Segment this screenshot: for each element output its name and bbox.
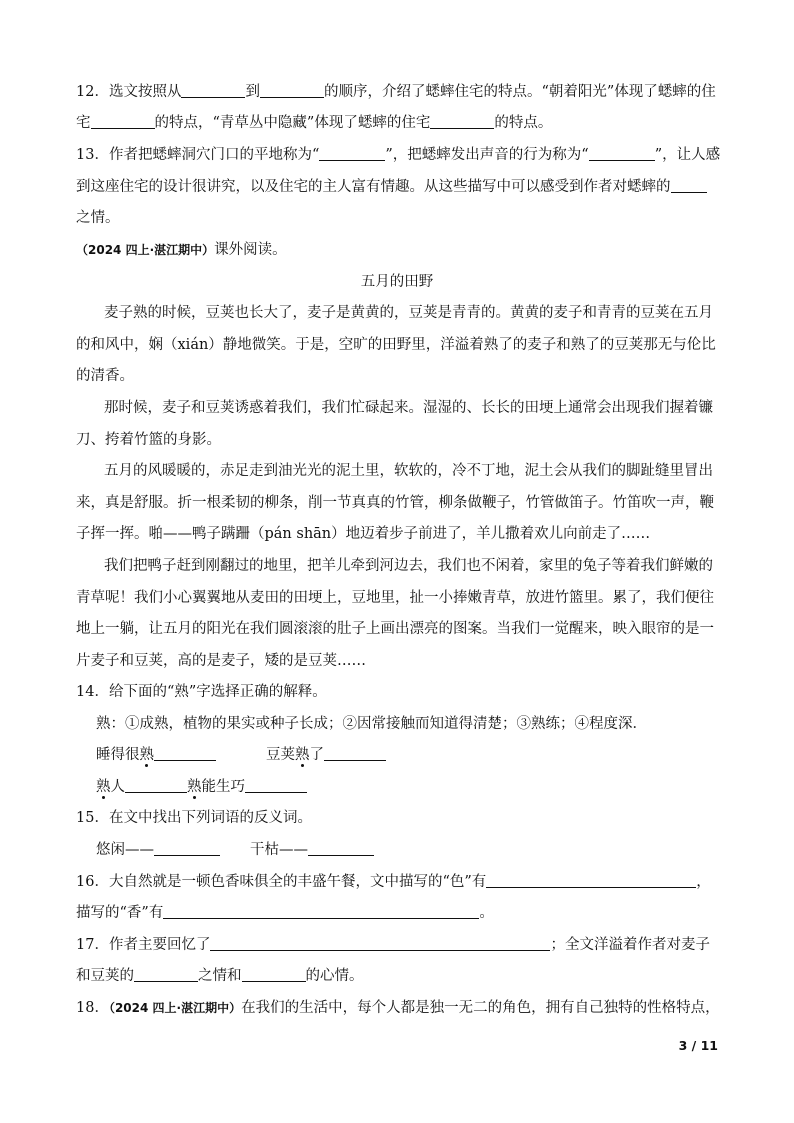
answer-blank[interactable] bbox=[125, 778, 187, 793]
passage-line: 的清香。 bbox=[76, 368, 134, 384]
q14-dotted-char: 熟 bbox=[139, 747, 154, 763]
passage-line: 麦子熟的时候，豆荚也长大了，麦子是黄黄的，豆荚是青青的。黄黄的麦子和青青的豆荚在五月 bbox=[104, 305, 713, 321]
q17-text: 的心情。 bbox=[305, 968, 364, 984]
q13-text: 到这座住宅的设计很讲究，以及住宅的主人富有情趣。从这些描写中可以感受到作者对蟋蟀的 bbox=[76, 179, 671, 195]
question-17-line-2 bbox=[76, 966, 726, 986]
q14-item-text: 能生巧 bbox=[201, 779, 245, 795]
answer-blank[interactable] bbox=[671, 178, 707, 193]
question-13-line-2 bbox=[76, 177, 726, 197]
q14-dotted-char: 熟 bbox=[295, 747, 310, 763]
answer-blank[interactable] bbox=[260, 83, 324, 98]
question-14-items-row-2 bbox=[96, 777, 746, 797]
q18-number: 18． bbox=[76, 1000, 109, 1016]
question-14-items-row-1 bbox=[96, 745, 746, 765]
answer-blank[interactable] bbox=[210, 936, 550, 951]
passage-line: 那时候，麦子和豆荚诱惑着我们，我们忙碌起来。湿湿的、长长的田埂上通常会出现我们握着镰 bbox=[104, 400, 713, 416]
passage-line: 子挥一挥。啪——鸭子蹒跚（pán shān）地迈着步子前进了，羊儿撒着欢儿向前走了…… bbox=[76, 526, 651, 542]
question-17-line-1 bbox=[76, 935, 726, 955]
q12-text: 宅 bbox=[76, 115, 91, 131]
answer-blank[interactable] bbox=[181, 83, 245, 98]
question-14-options: 熟：①成熟，植物的果实或种子长成；②因常接触而知道得清楚；③熟练；④程度深． bbox=[96, 716, 647, 732]
passage-line: 我们把鸭子赶到刚翻过的地里，把羊儿牵到河边去，我们也不闲着，家里的兔子等着我们鲜嫩的 bbox=[104, 558, 713, 574]
source-tag: （2024 四上·湛江期中） bbox=[108, 1001, 242, 1015]
q12-text: 的特点。 bbox=[494, 115, 553, 131]
q13-text: 13．作者把蟋蟀洞穴门口的平地称为“ bbox=[76, 147, 320, 163]
answer-blank[interactable] bbox=[430, 114, 494, 129]
passage-line: 刀、挎着竹篮的身影。 bbox=[76, 432, 221, 448]
passage-line: 五月的风暖暖的，赤足走到油光光的泥土里，软软的，冷不丁地，泥土会从我们的脚趾缝里冒出 bbox=[104, 463, 713, 479]
q13-text: ”，让人感 bbox=[654, 147, 721, 163]
passage-line: 青草呢！我们小心翼翼地从麦田的田埂上，豆地里，扯一小捧嫩青草，放进竹篮里。累了，我们便往 bbox=[76, 590, 714, 606]
q12-text: 12．选文按照从 bbox=[76, 84, 182, 100]
q12-text: 到 bbox=[245, 84, 260, 100]
question-13-line-3 bbox=[76, 208, 726, 228]
answer-blank[interactable] bbox=[589, 146, 655, 161]
passage-line: 来，真是舒服。折一根柔韧的柳条，削一节真真的竹管，柳条做鞭子，竹管做笛子。竹笛吹一声，鞭 bbox=[76, 495, 714, 511]
question-13-line-1 bbox=[76, 145, 726, 165]
question-16-line-2 bbox=[76, 903, 726, 923]
q15-word: 干枯—— bbox=[250, 842, 308, 858]
answer-blank[interactable] bbox=[163, 904, 479, 919]
q14-item-text: 人 bbox=[110, 779, 125, 795]
q16-text: 描写的“香”有 bbox=[76, 905, 164, 921]
q17-text: 和豆荚的 bbox=[76, 968, 134, 984]
q14-item-text: 睡得很 bbox=[96, 747, 140, 763]
q14-item-text: 豆荚 bbox=[266, 747, 295, 763]
q16-text: 。 bbox=[479, 905, 494, 921]
q14-dotted-char: 熟 bbox=[187, 779, 202, 795]
answer-blank[interactable] bbox=[486, 873, 696, 888]
question-12-line-2 bbox=[76, 113, 726, 133]
q16-text: 16．大自然就是一顿色香味俱全的丰盛午餐，文中描写的“色”有 bbox=[76, 874, 487, 890]
answer-blank[interactable] bbox=[319, 146, 385, 161]
q14-dotted-char: 熟 bbox=[96, 779, 111, 795]
answer-blank[interactable] bbox=[242, 967, 306, 982]
passage-line: 地上一躺，让五月的阳光在我们圆滚滚的肚子上画出漂亮的图案。当我们一觉醒来，映入眼帘的是一 bbox=[76, 621, 714, 637]
q14-item-text: 了 bbox=[309, 747, 324, 763]
question-16-line-1 bbox=[76, 872, 726, 892]
answer-blank[interactable] bbox=[245, 778, 307, 793]
question-15-stem: 15．在文中找出下列词语的反义词。 bbox=[76, 810, 312, 826]
q17-text: 17．作者主要回忆了 bbox=[76, 937, 211, 953]
q17-text: ；全文洋溢着作者对麦子 bbox=[550, 937, 710, 953]
passage-title: 五月的田野 bbox=[360, 274, 434, 290]
q15-word: 悠闲—— bbox=[96, 842, 154, 858]
q13-text: 之情。 bbox=[76, 210, 120, 226]
answer-blank[interactable] bbox=[154, 841, 220, 856]
question-15-items bbox=[96, 840, 746, 860]
q12-text: 的特点，“青草丛中隐藏”体现了蟋蟀的住宅 bbox=[154, 115, 431, 131]
q12-text: 的顺序，介绍了蟋蟀住宅的特点。“朝着阳光”体现了蟋蟀的住 bbox=[323, 84, 716, 100]
q13-text: ”，把蟋蟀发出声音的行为称为“ bbox=[385, 147, 589, 163]
q18-text: 在我们的生活中，每个人都是独一无二的角色，拥有自己独特的性格特点， bbox=[241, 1000, 720, 1016]
question-18-line-1 bbox=[76, 998, 726, 1018]
passage-line: 片麦子和豆荚，高的是麦子，矮的是豆荚…… bbox=[76, 653, 366, 669]
reading-source-line bbox=[76, 240, 726, 260]
source-text: 课外阅读。 bbox=[214, 242, 287, 258]
q17-text: 之情和 bbox=[198, 968, 242, 984]
answer-blank[interactable] bbox=[91, 114, 155, 129]
answer-blank[interactable] bbox=[154, 746, 216, 761]
source-tag: （2024 四上·湛江期中） bbox=[76, 243, 215, 257]
passage-line: 的和风中，娴（xián）静地微笑。于是，空旷的田野里，洋溢着熟了的麦子和熟了的豆荚那无与伦比 bbox=[76, 337, 716, 353]
answer-blank[interactable] bbox=[324, 746, 386, 761]
page-number: 3 / 11 bbox=[678, 1038, 718, 1053]
question-14-stem: 14．给下面的“熟”字选择正确的解释。 bbox=[76, 684, 327, 700]
answer-blank[interactable] bbox=[134, 967, 198, 982]
answer-blank[interactable] bbox=[308, 841, 374, 856]
q16-text: ， bbox=[696, 874, 711, 890]
question-12-line-1 bbox=[76, 82, 726, 102]
